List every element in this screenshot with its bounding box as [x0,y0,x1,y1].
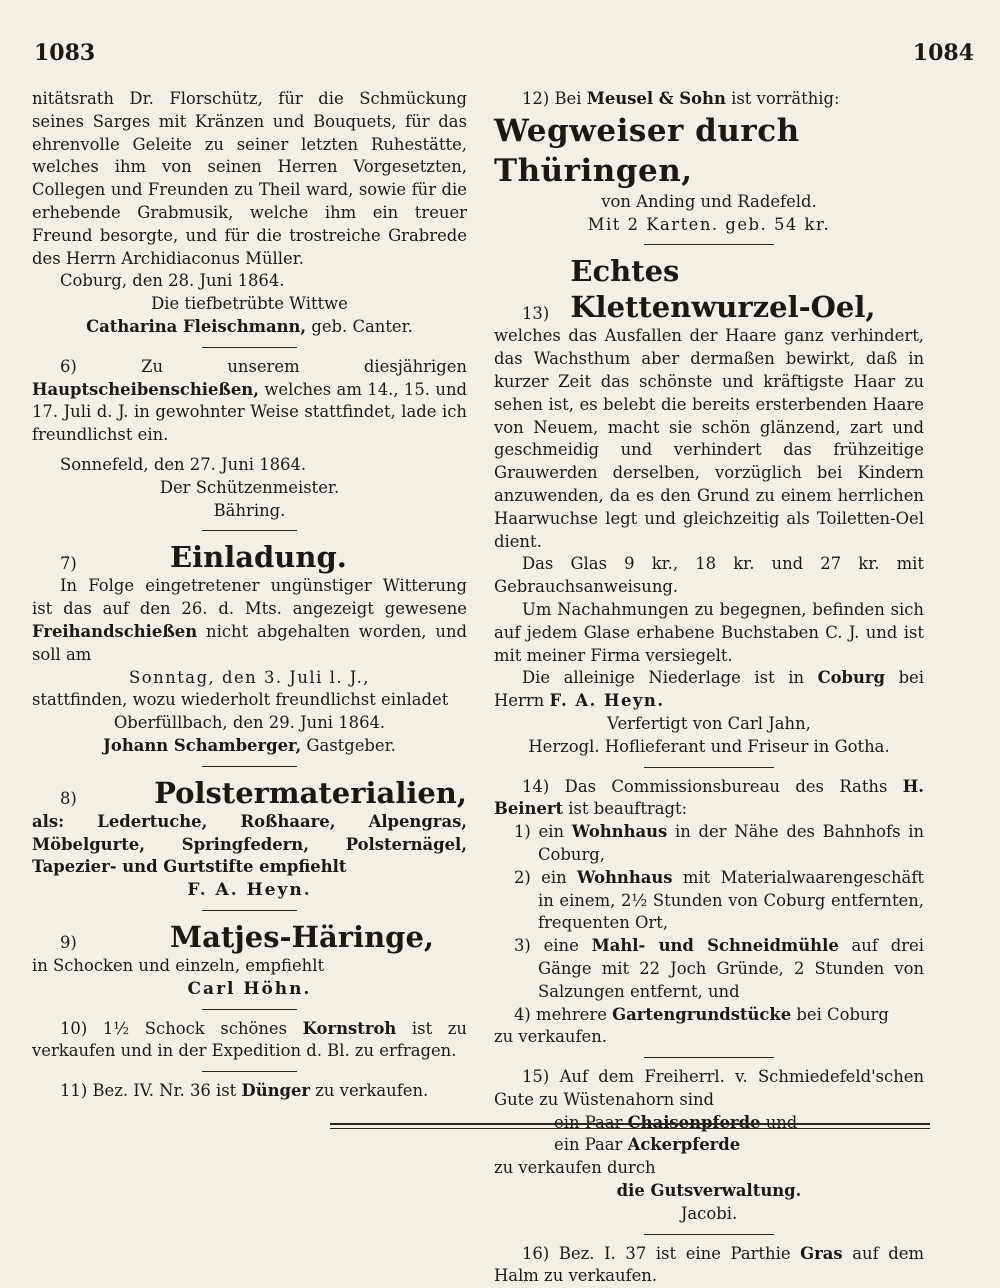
notice-text: ist zu verkaufen und in der Expedition d. Bl. zu erfragen. [32,1018,467,1061]
notice-depot-name: F. A. Heyn. [549,691,665,711]
notice-maker: Verfertigt von Carl Jahn, [607,713,811,733]
notice-signer-role: Gastgeber. [306,735,396,755]
notice-number: 6) [60,356,77,376]
notice-event-date: Sonntag, den 3. Juli l. J., [129,667,370,687]
notice-highlight: Freihandschießen [32,621,198,641]
page-number-right: 1084 [912,40,974,66]
list-item-text: mehrere [536,1004,607,1024]
thanks-date: Coburg, den 28. Juni 1864. [60,271,285,291]
notice-details: Mit 2 Karten. geb. 54 kr. [587,214,831,234]
notice-heading: Wegweiser durch Thüringen, [494,112,800,189]
notice-highlight: Dünger [241,1081,311,1101]
notice-signer-name: Bähring. [213,500,286,520]
divider [644,244,774,245]
divider [202,766,297,767]
page-bottom-rule [330,1123,930,1129]
notice-text: Die alleinige Niederlage ist in [522,668,805,688]
notice-text: und [765,1112,798,1132]
notice-9 [32,919,467,1001]
notice-text: auf dem Halm zu verkaufen. [494,1243,925,1286]
divider [644,767,774,768]
notice-text: welches das Ausfallen der Haare ganz verhindert, das Wachsthum aber dermaßen bewirkt, daß in kurzer Zeit das schönste und kräftigste Haar zu sehen ist, es belebt die bereits ersterbenden Haare von Neuem, macht sie schön glänzend, zart und geschmeidig und verhindert das frühzeitige Grauwerden derselben, vorzüglich bei Kindern anzuwenden, da es den Grund zu einem herrlichen Haarwuchse legt und gleichzeitig als Toiletten-Oel dient. [494,326,924,551]
right-column [494,88,924,1288]
notice-7 [32,539,467,757]
list-item-text: ein [538,822,565,842]
notice-number: 16) [522,1243,550,1263]
notice-closing: zu verkaufen. [494,1027,607,1047]
notice-number: 11) [60,1081,88,1101]
notice-highlight: Kornstroh [302,1018,397,1038]
notice-text: In Folge eingetretener ungünstiger Witterung ist das auf den 26. d. Mts. angezeigt gewesene [32,576,467,619]
notice-signer-name: Johann Schamberger, [103,735,302,755]
notice-13 [494,253,924,758]
notice-text: stattfinden, wozu wiederholt freundlichst einladet [32,690,449,710]
notice-number: 15) [522,1067,550,1087]
notice-text: ist beauftragt: [568,799,688,819]
notice-16 [494,1243,924,1288]
notice-number: 10) [60,1018,88,1038]
notice-text: als: Ledertuche, Roßhaare, Alpengras, Möbelgurte, Springfedern, Polsternägel, Tapezier- und Gurtstifte empfiehlt [32,811,467,877]
notice-text: Bez. IV. Nr. 36 ist [92,1081,237,1101]
notice-text: 1½ Schock schönes [102,1018,288,1038]
notice-10 [32,1018,467,1064]
list-item-text: mit Materialwaarengeschäft in einem, 2½ Stunden von Coburg entfernten, frequenten Ort, [538,867,924,933]
notice-text: Das Commissionsbureau des Raths [564,776,888,796]
notice-highlight: Chaisenpferde [627,1112,761,1132]
notice-highlight: Hauptscheibenschießen, [32,379,259,399]
divider [202,1071,297,1072]
notice-maker-role: Herzogl. Hoflieferant und Friseur in Gotha. [528,736,890,756]
thanks-signer-title: Die tiefbetrübte Wittwe [151,294,348,314]
notice-firm: Meusel & Sohn [586,89,726,108]
notice-number: 9) [60,933,77,953]
notice-text: Bei [554,89,582,108]
notice-highlight: Ackerpferde [627,1135,741,1155]
notice-place-date: Oberfüllbach, den 29. Juni 1864. [113,713,386,733]
notice-text: Zu unserem diesjährigen [141,356,467,376]
thanks-signer-suffix: geb. Canter. [311,316,413,336]
notice-closing: zu verkaufen durch [494,1158,656,1178]
list-item-number: 2) [514,867,531,887]
list-item-highlight: Wohnhaus [571,822,668,842]
notice-text: ein Paar [554,1112,623,1132]
notice-heading: Matjes-Häringe, [170,919,434,954]
notice-12 [494,88,924,236]
divider [202,1009,297,1010]
notice-heading: Polstermaterialien, [154,775,467,810]
notice-text: Auf dem Freiherrl. v. Schmiedefeld'schen Gute zu Wüstenahorn sind [494,1067,925,1109]
divider [644,1234,774,1235]
notice-authors: von Anding und Radefeld. [601,191,817,211]
list-item-number: 4) [514,1004,531,1024]
notice-number: 7) [60,553,77,573]
notice-heading: Einladung. [170,540,347,575]
list-item-text: bei Coburg [796,1004,889,1024]
notice-signer-name: Jacobi. [680,1203,738,1223]
notice-11 [32,1080,467,1103]
thanks-text: nitätsrath Dr. Florschütz, für die Schmückung seines Sarges mit Kränzen und Bouquets, für das ehrenvolle Geleite zu seiner letzten Ruhestätte, welches ihm von seinen Herren Vorgesetzten, Collegen und Freunden zu Theil ward, sowie für die erhebende Grabmusik, welche ihm ein treuer Freund besorgte, und für die trostreiche Grabrede des Herrn Archidiaconus Müller. [32,89,467,268]
list-item-highlight: Wohnhaus [577,867,673,887]
notice-note: Um Nachahmungen zu begegnen, befinden sich auf jedem Glase erhabene Buchstaben C. J. und ist mit meiner Firma versiegelt. [494,599,924,665]
notice-vendor: Carl Höhn. [187,978,312,999]
list-item-number: 3) [514,936,531,956]
list-item-number: 1) [514,822,531,842]
divider [644,1057,774,1058]
divider [202,347,297,348]
notice-number: 12) [522,89,550,108]
notice-date: Sonnefeld, den 27. Juni 1864. [60,454,307,474]
list-item-highlight: Gartengrundstücke [612,1004,792,1024]
notice-text: welches am 14., 15. und 17. Juli d. J. in gewohnter Weise stattfindet, lade ich freundlichst ein. [32,379,468,445]
notice-signer: die Gutsverwaltung. [616,1181,802,1201]
notice-highlight: Gras [800,1243,843,1263]
thanks-notice [32,88,467,339]
notice-8 [32,775,467,902]
notice-price: Das Glas 9 kr., 18 kr. und 27 kr. mit Gebrauchsanweisung. [494,554,924,597]
notice-number: 13) [522,303,550,323]
notice-text: Bez. I. 37 ist eine Parthie [558,1243,791,1263]
list-item-text: in der Nähe des Bahnhofs in Coburg, [538,822,924,864]
notice-name: H. Beinert [494,776,924,819]
notice-text: bei Herrn [494,668,924,711]
page-number-left: 1083 [34,40,96,66]
notice-text: ist vorräthig: [731,89,840,108]
notice-number: 14) [522,776,550,796]
list-item-text: ein [541,867,567,887]
notice-15 [494,1066,924,1226]
notice-number: 8) [60,788,77,808]
notice-text: ein Paar [554,1135,623,1155]
notice-text: nicht abgehalten worden, und soll am [32,621,467,664]
list-item-text: auf drei Gänge mit 22 Joch Gründe, 2 Stunden von Salzungen entfernt, und [538,936,924,1001]
notice-depot-city: Coburg [817,668,886,688]
notice-text: zu verkaufen. [315,1081,429,1101]
notice-14 [494,776,924,1050]
list-item-highlight: Mahl- und Schneidmühle [591,936,839,956]
thanks-signer-name: Catharina Fleischmann, [86,316,307,336]
left-column [32,88,467,1103]
notice-text: in Schocken und einzeln, empfiehlt [32,955,325,975]
notice-6 [32,356,467,523]
notice-vendor: F. A. Heyn. [187,880,312,901]
list-item-text: eine [543,936,579,956]
notice-heading: Echtes Klettenwurzel-Oel, [570,254,876,325]
notice-signer: Der Schützenmeister. [159,477,340,497]
divider [202,530,297,531]
divider [202,910,297,911]
